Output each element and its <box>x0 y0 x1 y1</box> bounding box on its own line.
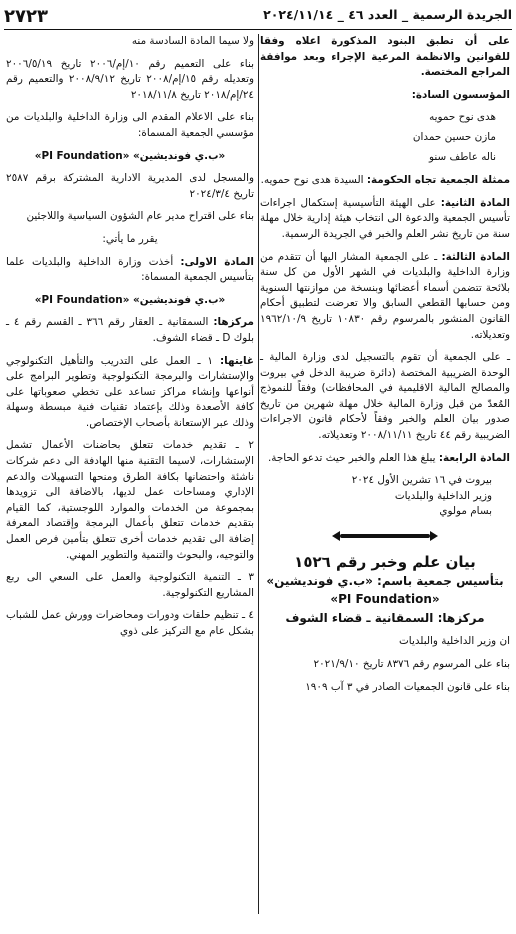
headquarters-label: مركزها: <box>213 316 254 329</box>
body-paragraph: بناء على التعميم رقم ١٠/إم/٢٠٠٦ تاريخ ٢٠٠٦/٥/١٩ وتعديله رقم ١٥/إم/٢٠٠٨ تاريخ ٢٠٠٨/٩/١٢ والتعميم رقم ٢٤/إم/٢٠١٨ تاريخ ٢٠١٨/١١/٨ <box>6 57 254 101</box>
notice-paragraph: بناء على قانون الجمعيات الصادر في ٣ آب ١٩٠٩ <box>305 680 510 693</box>
headquarters-text: السمقانية ـ العقار رقم ٣٦٦ ـ القسم رقم ٤ ـ بلوك D ـ قضاء الشوف. <box>6 316 254 344</box>
founder-name: ناله عاطف سنو <box>428 150 496 163</box>
article-1-label: المادة الاولى: <box>180 255 254 268</box>
goal-4: ٤ ـ تنظيم حلقات ودورات ومحاضرات وورش عمل للشباب بشكل عام مع التركيز على ذوي <box>6 609 254 637</box>
notice-paragraph: ان وزير الداخلية والبلديات <box>399 635 510 648</box>
goal-1-text: ١ ـ العمل على التدريب والتأهيل التكنولوجي والإستشارات والبرمجة التكنولوجية وتطوير البرامج على أنواعها وإنشاء مراكز تساعد على تخطي صعوباتها على كافة الأصعدة وذلك بإعتماد تقنيات فنية مبسطة وسهلة وذلك عبر الإستعانة بأصحاب الإختصاص. <box>6 354 254 429</box>
association-name: «ب.ي فونديشين» «PI Foundation» <box>34 149 226 162</box>
article-2-label: المادة الثانية: <box>440 196 510 209</box>
notice-title: بيان علم وخبر رقم ١٥٢٦ <box>294 553 476 572</box>
article-4 <box>260 451 510 467</box>
column-separator <box>258 34 259 914</box>
body-paragraph: ولا سيما المادة السادسة منه <box>131 35 254 47</box>
founder-name: مازن حسين حمدان <box>412 130 496 143</box>
article-3-tax: ـ على الجمعية أن تقوم بالتسجيل لدى وزارة المالية ـ الوحدة الضريبية المختصة (دائرة ضريبة الدخل في بيروت والمصالح المالية الاقليمية في المحافظات) وفقاً للنموذج المُعدّ من قبل وزارة المالية خلال مهلة شهرين من تاريخ صدور بيان العلم والخبر وفقاً لأحكام قانون الاجراءات الضريبية رقم ٤٤ تاريخ ٢٠٠٨/١١/١١ وتعديلاته. <box>260 351 510 442</box>
signature-title: وزير الداخلية والبلديات <box>394 489 492 502</box>
left-column <box>6 34 254 647</box>
signature-place-date: بيروت في ١٦ تشرين الأول ٢٠٢٤ <box>351 474 492 487</box>
section-divider <box>260 529 510 545</box>
article-4-label: المادة الرابعة: <box>438 451 510 464</box>
founder-name: هدى نوح حمويه <box>429 111 496 124</box>
article-3 <box>260 250 510 344</box>
representative-text: السيدة هدى نوح حمويه. <box>260 174 367 187</box>
gazette-title: الجريدة الرسمية _ العدد ٤٦ _ ٢٠٢٤/١١/١٤ <box>263 7 512 22</box>
article-4-text: يبلغ هذا العلم والخبر حيث تدعو الحاجة. <box>267 451 439 464</box>
article-1 <box>6 255 254 286</box>
article-2 <box>260 196 510 243</box>
goal-1 <box>6 354 254 432</box>
founders-heading: المؤسسون السادة: <box>411 88 510 101</box>
header-rule <box>4 29 512 30</box>
goal-2: ٢ ـ تقديم خدمات تتعلق بحاضنات الأعمال تشمل الإستشارات، لاسيما التقنية منها الهادفة الى دعم شركات ناشئة واحتضانها بكافة الطرق ومنحها التسهيلات والدعم الإداري ومساحات عمل لديها، بالاضافة الى تزويدها بمجموعة من الخدمات والموارد اللوجستية، كما القيام بتقديم خدمات تتعلق بأعمال البرمجة وإقتصاد المعرفة إضافة الى تقديم خدمات أخرى تتعلق بتأمين فرص العمل والتوجيه، والبحوث والتنمية والتطوير المهني. <box>6 439 254 561</box>
article-3-label: المادة الثالثة: <box>441 250 510 263</box>
notice-paragraph: بناء على المرسوم رقم ٨٣٧٦ تاريخ ٢٠٢١/٩/١٠ <box>313 658 510 671</box>
signature-name: بسام مولوي <box>439 505 492 518</box>
notice-headquarters: مركزها: السمقانية ـ قضاء الشوف <box>285 610 485 625</box>
body-paragraph: بناء على اقتراح مدير عام الشؤون السياسية واللاجئين <box>26 210 254 223</box>
notice-subtitle: بتأسيس جمعية باسم: «ب.ي فونديشين» <box>266 573 504 588</box>
headquarters-paragraph <box>6 315 254 346</box>
article-1-text: أخذت وزارة الداخلية والبلديات علما بتأسيس الجمعية المسماة: <box>6 255 254 284</box>
representative-paragraph <box>260 173 510 189</box>
signature-block <box>260 473 510 519</box>
founders-list <box>260 110 510 165</box>
page-number: ٢٧٢٣ <box>4 6 48 27</box>
intro-paragraph: على أن تطبق البنود المذكورة اعلاه وفقا للقوانين والانظمة المرعية الإجراء وبعد موافقة المراجع المختصة. <box>260 35 510 79</box>
goal-3: ٣ ـ التنمية التكنولوجية والعمل على السعي الى ربع المشاريع التكنولوجية. <box>6 571 254 599</box>
right-column <box>260 34 510 702</box>
body-paragraph: والمسجل لدى المديرية الادارية المشتركة برقم ٢٥٨٧ تاريخ ٢٠٢٤/٣/٤ <box>6 172 254 200</box>
goals-label: غايتها: <box>219 354 254 367</box>
page-header <box>4 6 512 28</box>
body-paragraph: بناء على الاعلام المقدم الى وزارة الداخلية والبلديات من مؤسسي الجمعية المسماة: <box>6 111 254 139</box>
notice-english-name: «PI Foundation» <box>330 592 440 607</box>
article-2-text: على الهيئة التأسيسية إستكمال اجراءات تأسيس الجمعية والدعوة الى انتخاب هيئة إدارية خلال مهلة سنة من تاريخ نشر العلم والخبر في الجريدة الرسمية. <box>260 196 510 240</box>
representative-label: ممثلة الجمعية تجاه الحكومة: <box>366 174 510 187</box>
article-3-text: ـ على الجمعية المشار اليها أن تتقدم من وزارة الداخلية والبلديات في الشهر الأول من كل سنة بلائحة تتضمن أسماء أعضائها وبنسخة من موازنتها السنوية ومن حسابها القطعي السابق والا تعرضت لتطبيق أحكام القانون المنشور بالمرسوم رقم ١٠٨٣٠ تاريخ ١٩٦٢/١٠/٩ وتعديلاته. <box>260 250 510 341</box>
association-name: «ب.ي فونديشين» «PI Foundation» <box>34 293 226 306</box>
decides-heading: يقرر ما يأتي: <box>102 232 158 245</box>
